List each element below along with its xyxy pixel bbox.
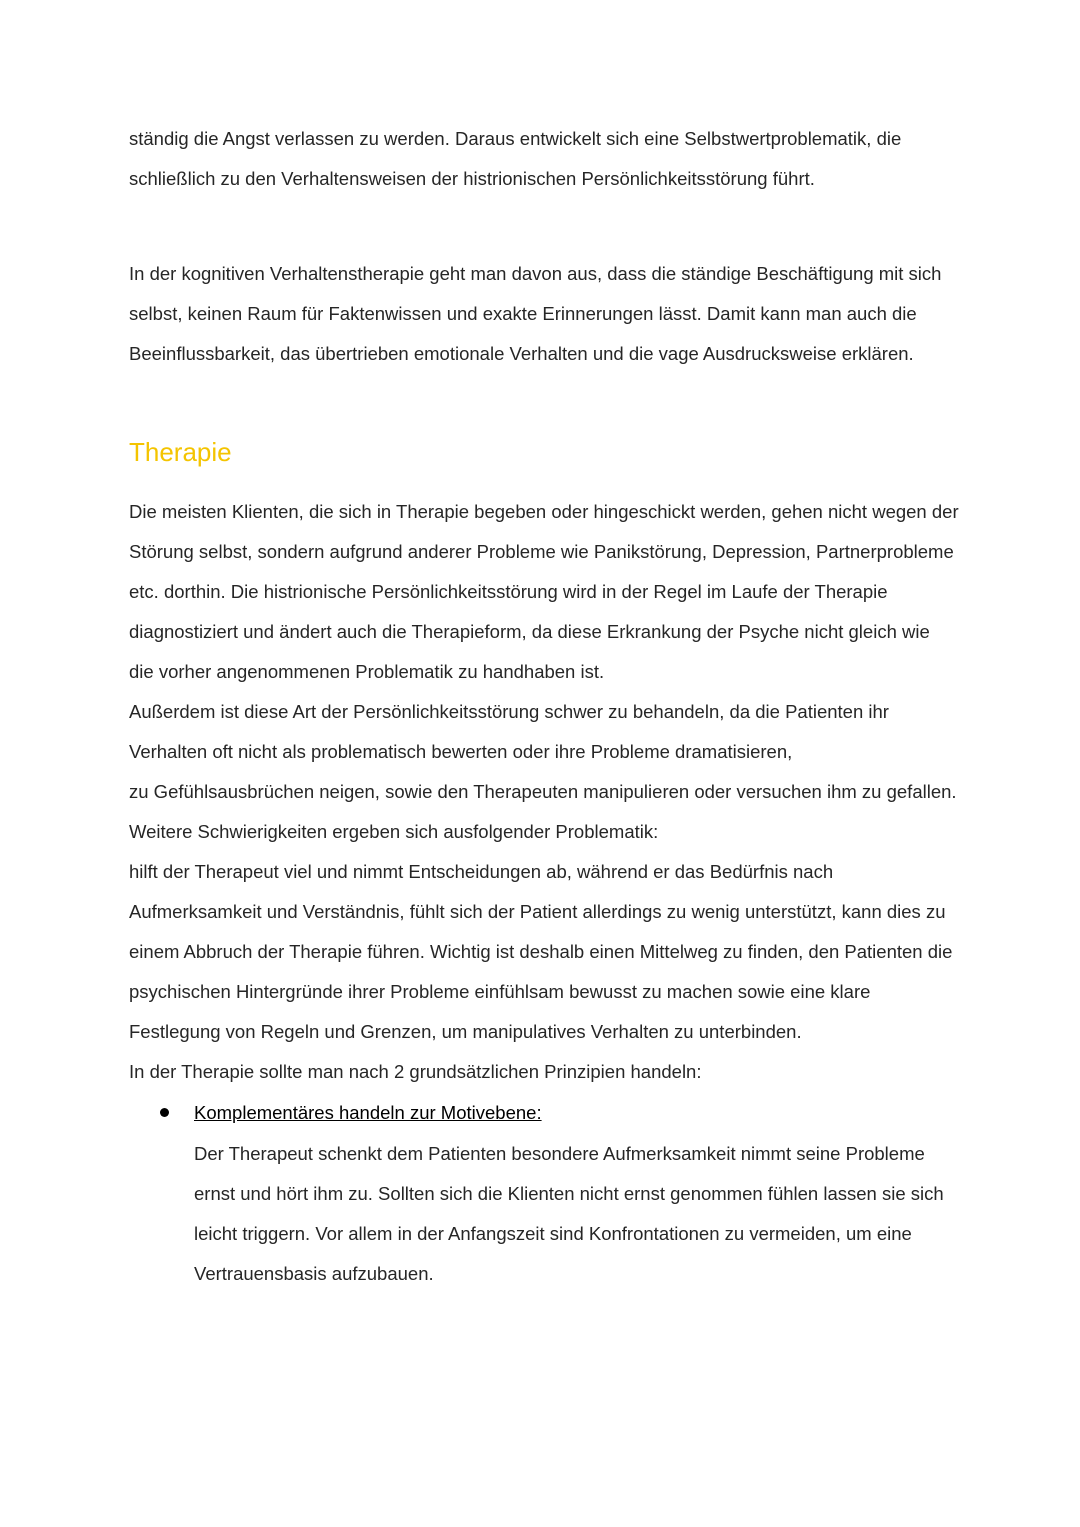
paragraph-therapy-outbursts: zu Gefühlsausbrüchen neigen, sowie den Therapeuten manipulieren oder versuchen ihm zu gefallen.: [129, 781, 957, 802]
principles-list: [129, 1092, 959, 1294]
list-item: [129, 1092, 959, 1294]
paragraph-principles-intro: In der Therapie sollte man nach 2 grundsätzlichen Prinzipien handeln:: [129, 1061, 702, 1082]
spacer: [129, 472, 959, 492]
paragraph-therapy-clients: Die meisten Klienten, die sich in Therapie begeben oder hingeschickt werden, gehen nicht wegen der Störung selbst, sondern aufgrund anderer Probleme wie Panikstörung, Depression, Partnerprobleme etc. dorthin. Die histrionische Persönlichkeitsstörung wird in der Regel im Laufe der Therapie diagnostiziert und ändert auch die Therapieform, da diese Erkrankung der Psyche nicht gleich wie die vorher angenommenen Problematik zu handhaben ist.: [129, 501, 959, 682]
section-heading-therapie: Therapie: [129, 437, 232, 467]
bullet-icon: [160, 1108, 169, 1117]
spacer: [129, 199, 959, 254]
paragraph-intro: ständig die Angst verlassen zu werden. Daraus entwickelt sich eine Selbstwertproblematik, die schließlich zu den Verhaltensweisen der histrionischen Persönlichkeitsstörung führt.: [129, 128, 902, 189]
paragraph-cognitive-therapy: In der kognitiven Verhaltenstherapie geht man davon aus, dass die ständige Beschäftigung mit sich selbst, keinen Raum für Faktenwissen und exakte Erinnerungen lässt. Damit kann man auch die Beeinflussbarkeit, das übertrieben emotionale Verhalten und die vage Ausdrucksweise erklären.: [129, 263, 942, 364]
list-item-title: Komplementäres handeln zur Motivebene:: [194, 1102, 542, 1123]
document-page: [129, 119, 959, 1294]
spacer: [129, 374, 959, 432]
paragraph-therapist-help: hilft der Therapeut viel und nimmt Entscheidungen ab, während er das Bedürfnis nach Aufmerksamkeit und Verständnis, fühlt sich der Patient allerdings zu wenig unterstützt, kann dies zu einem Abbruch der Therapie führen. Wichtig ist deshalb einen Mittelweg zu finden, den Patienten die psychischen Hintergründe ihrer Probleme einfühlsam bewusst zu machen sowie eine klare Festlegung von Regeln und Grenzen, um manipulatives Verhalten zu unterbinden.: [129, 861, 953, 1042]
paragraph-therapy-difficulty: Außerdem ist diese Art der Persönlichkeitsstörung schwer zu behandeln, da die Patienten ihr Verhalten oft nicht als problematisch bewerten oder ihre Probleme dramatisieren,: [129, 701, 889, 762]
paragraph-further-difficulties: Weitere Schwierigkeiten ergeben sich ausfolgender Problematik:: [129, 821, 659, 842]
list-item-text: Der Therapeut schenkt dem Patienten besondere Aufmerksamkeit nimmt seine Probleme ernst und hört ihm zu. Sollten sich die Klienten nicht ernst genommen fühlen lassen sie sich leicht triggern. Vor allem in der Anfangszeit sind Konfrontationen zu vermeiden, um eine Vertrauensbasis aufzubauen.: [194, 1143, 944, 1284]
